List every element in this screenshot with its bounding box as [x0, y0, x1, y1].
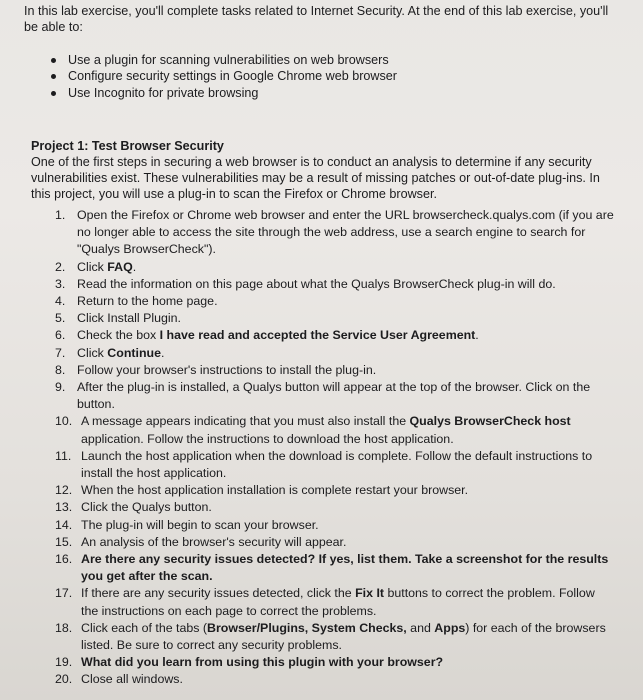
- objective-item: Use Incognito for private browsing: [50, 85, 397, 101]
- step-number: 10.: [55, 414, 73, 429]
- step-number: 4.: [55, 294, 66, 309]
- step-text: An analysis of the browser's security will appear.: [81, 534, 347, 549]
- step-text: .: [160, 345, 165, 360]
- step-item: [55, 671, 615, 688]
- step-text: When the host application installation is complete restart your browser.: [81, 483, 469, 498]
- step-text: buttons to correct the problem. Follow the instructions on each page to correct the problems.: [81, 586, 595, 618]
- step-text-bold: Browser/Plugins, System Checks,: [207, 620, 407, 635]
- step-item: [55, 551, 615, 585]
- step-item: [55, 259, 615, 276]
- step-text-bold: Continue: [107, 345, 161, 360]
- step-item: [55, 293, 615, 310]
- step-text: Read the information on this page about what the Qualys BrowserCheck plug-in will do.: [77, 276, 556, 291]
- step-item: [55, 345, 615, 362]
- intro-paragraph: In this lab exercise, you'll complete tasks related to Internet Security. At the end of this lab exercise, you'll be able to:: [24, 4, 609, 34]
- step-text: After the plug-in is installed, a Qualys button will appear at the top of the browser. Click on the button.: [77, 380, 591, 412]
- step-number: 11.: [55, 448, 72, 463]
- step-number: 20.: [55, 672, 73, 687]
- step-text: Close all windows.: [81, 672, 183, 687]
- step-number: 18.: [55, 620, 73, 635]
- step-text: Click each of the tabs (: [81, 620, 208, 635]
- step-text: Click Install Plugin.: [77, 311, 181, 326]
- step-item: [55, 482, 615, 499]
- step-number: 1.: [55, 208, 66, 222]
- step-item: [55, 448, 615, 482]
- step-text: A message appears indicating that you must also install the: [81, 414, 410, 429]
- step-text-bold: FAQ: [107, 259, 133, 274]
- step-item: [55, 327, 615, 344]
- step-item: [55, 276, 615, 293]
- steps-list: [55, 207, 615, 689]
- step-text: Return to the home page.: [77, 294, 218, 309]
- step-text: Click: [77, 345, 108, 360]
- step-number: 17.: [55, 586, 73, 601]
- step-item: [55, 413, 615, 447]
- step-text-bold: Are there any security issues detected? If yes, list them. Take a screenshot for the results you get after the scan.: [81, 552, 609, 584]
- step-text-bold: Fix It: [355, 586, 385, 601]
- step-number: 14.: [55, 517, 73, 532]
- step-text: .: [475, 328, 479, 343]
- step-number: 12.: [55, 483, 73, 498]
- step-item: [55, 499, 615, 516]
- objectives-list: [50, 52, 397, 101]
- step-item: [55, 310, 615, 327]
- step-text: Check the box: [77, 328, 160, 343]
- step-text: application. Follow the instructions to download the host application.: [81, 431, 454, 446]
- step-item: [55, 362, 615, 379]
- step-text-bold: I have read and accepted the Service User Agreement: [159, 328, 476, 343]
- project-title: Project 1: Test Browser Security: [31, 139, 224, 153]
- step-number: 9.: [55, 380, 66, 395]
- step-text: ) for each of the browsers listed. Be sure to correct any security problems.: [81, 620, 606, 653]
- step-item: [55, 517, 615, 534]
- step-item: [55, 534, 615, 551]
- step-item: [55, 585, 615, 619]
- step-number: 15.: [55, 534, 73, 549]
- step-text: Click: [77, 259, 108, 274]
- objective-item: Configure security settings in Google Chrome web browser: [50, 68, 397, 84]
- step-text: and: [406, 620, 435, 635]
- step-number: 19.: [55, 655, 73, 670]
- step-text: Launch the host application when the download is complete. Follow the default instructions to install the host application.: [81, 448, 593, 481]
- step-text: Follow your browser's instructions to install the plug-in.: [77, 362, 377, 377]
- step-number: 3.: [55, 276, 66, 291]
- step-text-bold: What did you learn from using this plugin with your browser?: [81, 655, 444, 670]
- step-text-bold: Qualys BrowserCheck host: [409, 414, 571, 429]
- step-number: 6.: [55, 328, 66, 343]
- step-item: [55, 620, 615, 654]
- step-number: 7.: [55, 345, 66, 360]
- step-text-bold: Apps: [434, 620, 466, 635]
- step-text: Click the Qualys button.: [81, 500, 212, 515]
- step-number: 16.: [55, 552, 73, 567]
- step-text: The plug-in will begin to scan your browser.: [81, 517, 319, 532]
- project-section: [31, 138, 621, 202]
- step-item: [55, 207, 615, 259]
- step-item: [55, 654, 615, 671]
- step-text: If there are any security issues detected, click the: [81, 586, 356, 601]
- step-number: 13.: [55, 500, 73, 515]
- objective-item: Use a plugin for scanning vulnerabilities on web browsers: [50, 52, 397, 68]
- step-number: 5.: [55, 311, 66, 326]
- project-description: One of the first steps in securing a web browser is to conduct an analysis to determine if any security vulnerabilities exist. These vulnerabilities may be a result of missing patches or out-of-date plug-ins. In this project, you will use a plug-in to scan the Firefox or Chrome browser.: [31, 155, 600, 201]
- step-text: .: [132, 259, 137, 274]
- step-item: [55, 379, 615, 413]
- step-number: 8.: [55, 362, 66, 377]
- step-text: Open the Firefox or Chrome web browser and enter the URL browsercheck.qualys.com (if you are no longer able to access the site through the web address, use a search engine to search for "Qualys BrowserCheck").: [77, 208, 614, 257]
- step-number: 2.: [55, 259, 66, 274]
